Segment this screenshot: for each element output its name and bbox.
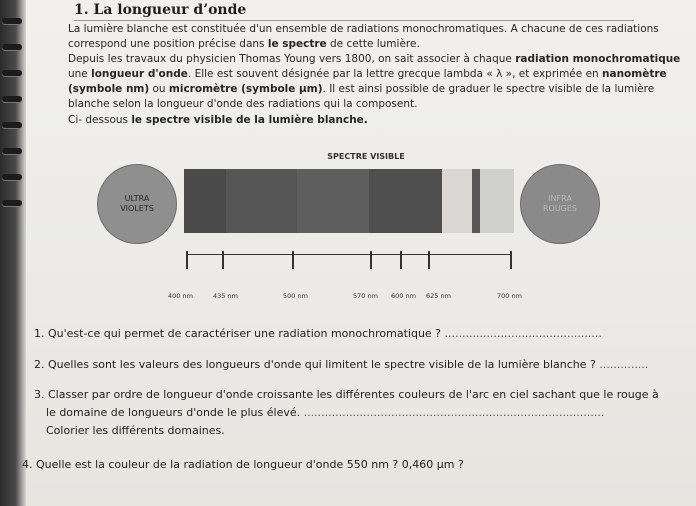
answer-line[interactable]: ............................................. [444, 327, 602, 340]
binding-ring [2, 70, 22, 76]
wavelength-tick-label: 570 nm [353, 292, 378, 300]
binding-ring [2, 18, 22, 24]
intro-bold: le spectre visible de la lumière blanche. [131, 114, 368, 126]
section-title: 1. La longueur d’onde [74, 2, 634, 21]
infrared-circle [520, 164, 600, 244]
question-3-text: 3. Classer par ordre de longueur d'onde croissante les différentes couleurs de l'arc en ciel sachant que le rouge à [34, 388, 659, 401]
answer-line[interactable]: ...................................................................................... [303, 406, 605, 419]
question-3-line-2 [46, 406, 604, 419]
binding-ring [2, 122, 22, 128]
binding-ring [2, 148, 22, 154]
intro-bold: micromètre (symbole µm) [168, 83, 323, 95]
question-3-text: Colorier les différents domaines. [46, 424, 225, 437]
question-2 [34, 358, 648, 371]
spectrum-band [184, 169, 514, 233]
intro-text: . Elle est souvent désignée par la lettre grecque lambda « λ », et exprimée en [187, 68, 603, 80]
intro-line-1 [68, 22, 659, 38]
intro-line-4 [68, 67, 667, 83]
spectrum-segment [442, 169, 472, 233]
wavelength-tick-label: 500 nm [283, 292, 308, 300]
wavelength-tick [400, 251, 402, 269]
spectrum-segment [480, 169, 514, 233]
wavelength-tick [370, 251, 372, 269]
intro-text: correspond une position précise dans [68, 38, 268, 50]
intro-text: La lumière blanche est constituée d'un ensemble de radiations monochromatiques. A chacune de ces radiations [68, 23, 659, 35]
binding-ring [2, 200, 22, 206]
answer-line[interactable]: .............. [599, 358, 649, 371]
binding-ring [2, 96, 22, 102]
intro-bold: le spectre [267, 38, 327, 50]
intro-text: une [68, 68, 92, 80]
question-1 [34, 327, 602, 340]
wavelength-tick-label: 600 nm [391, 292, 416, 300]
wavelength-tick [222, 251, 224, 269]
intro-bold: radiation monochromatique [515, 53, 681, 65]
notebook-binding [0, 0, 26, 506]
wavelength-tick [186, 251, 188, 269]
intro-text: blanche selon la longueur d'onde des radiations qui la composent. [68, 98, 418, 110]
spectrum-segment [472, 169, 480, 233]
wavelength-tick [292, 251, 294, 269]
intro-bold: nanomètre [602, 68, 667, 80]
intro-line-5 [68, 82, 654, 98]
infrared-label: INFRA ROUGES [542, 194, 578, 213]
intro-text: Depuis les travaux du physicien Thomas Young vers 1800, on sait associer à chaque [68, 53, 516, 65]
intro-text: de cette lumière. [326, 38, 420, 50]
question-3-line-1 [34, 388, 659, 401]
intro-bold: (symbole nm) [68, 83, 150, 95]
binding-ring [2, 174, 22, 180]
binding-ring [2, 44, 22, 50]
wavelength-tick-label: 625 nm [426, 292, 451, 300]
spectrum-segment [184, 169, 226, 233]
ultraviolet-circle [97, 164, 177, 244]
spectrum-segment [226, 169, 296, 233]
question-4-text: 4. Quelle est la couleur de la radiation de longueur d'onde 550 nm ? 0,460 µm ? [22, 458, 464, 471]
intro-bold: longueur d'onde [91, 68, 188, 80]
wavelength-tick-label: 700 nm [497, 292, 522, 300]
question-4 [22, 458, 464, 471]
wavelength-scale-line [186, 254, 512, 255]
wavelength-tick [428, 251, 430, 269]
intro-line-6 [68, 97, 417, 113]
question-3-text: le domaine de longueurs d'onde le plus élevé. [46, 406, 304, 419]
question-3-line-3 [46, 424, 225, 437]
intro-line-7 [68, 113, 368, 129]
intro-line-2 [68, 37, 420, 53]
wavelength-tick-label: 435 nm [213, 292, 238, 300]
spectrum-segment [369, 169, 441, 233]
intro-text: ou [149, 83, 169, 95]
wavelength-tick [510, 251, 512, 269]
spectrum-segment [297, 169, 369, 233]
ultraviolet-label: ULTRA VIOLETS [120, 194, 154, 213]
intro-text: . Il est ainsi possible de graduer le spectre visible de la lumière [322, 83, 655, 95]
question-2-text: 2. Quelles sont les valeurs des longueurs d'onde qui limitent le spectre visible de la lumière blanche ? [34, 358, 600, 371]
intro-line-3 [68, 52, 680, 68]
wavelength-tick-label: 400 nm [168, 292, 193, 300]
question-1-text: 1. Qu'est-ce qui permet de caractériser une radiation monochromatique ? [34, 327, 445, 340]
spectrum-title: SPECTRE VISIBLE [327, 152, 405, 161]
intro-text: Ci- dessous [68, 114, 132, 126]
